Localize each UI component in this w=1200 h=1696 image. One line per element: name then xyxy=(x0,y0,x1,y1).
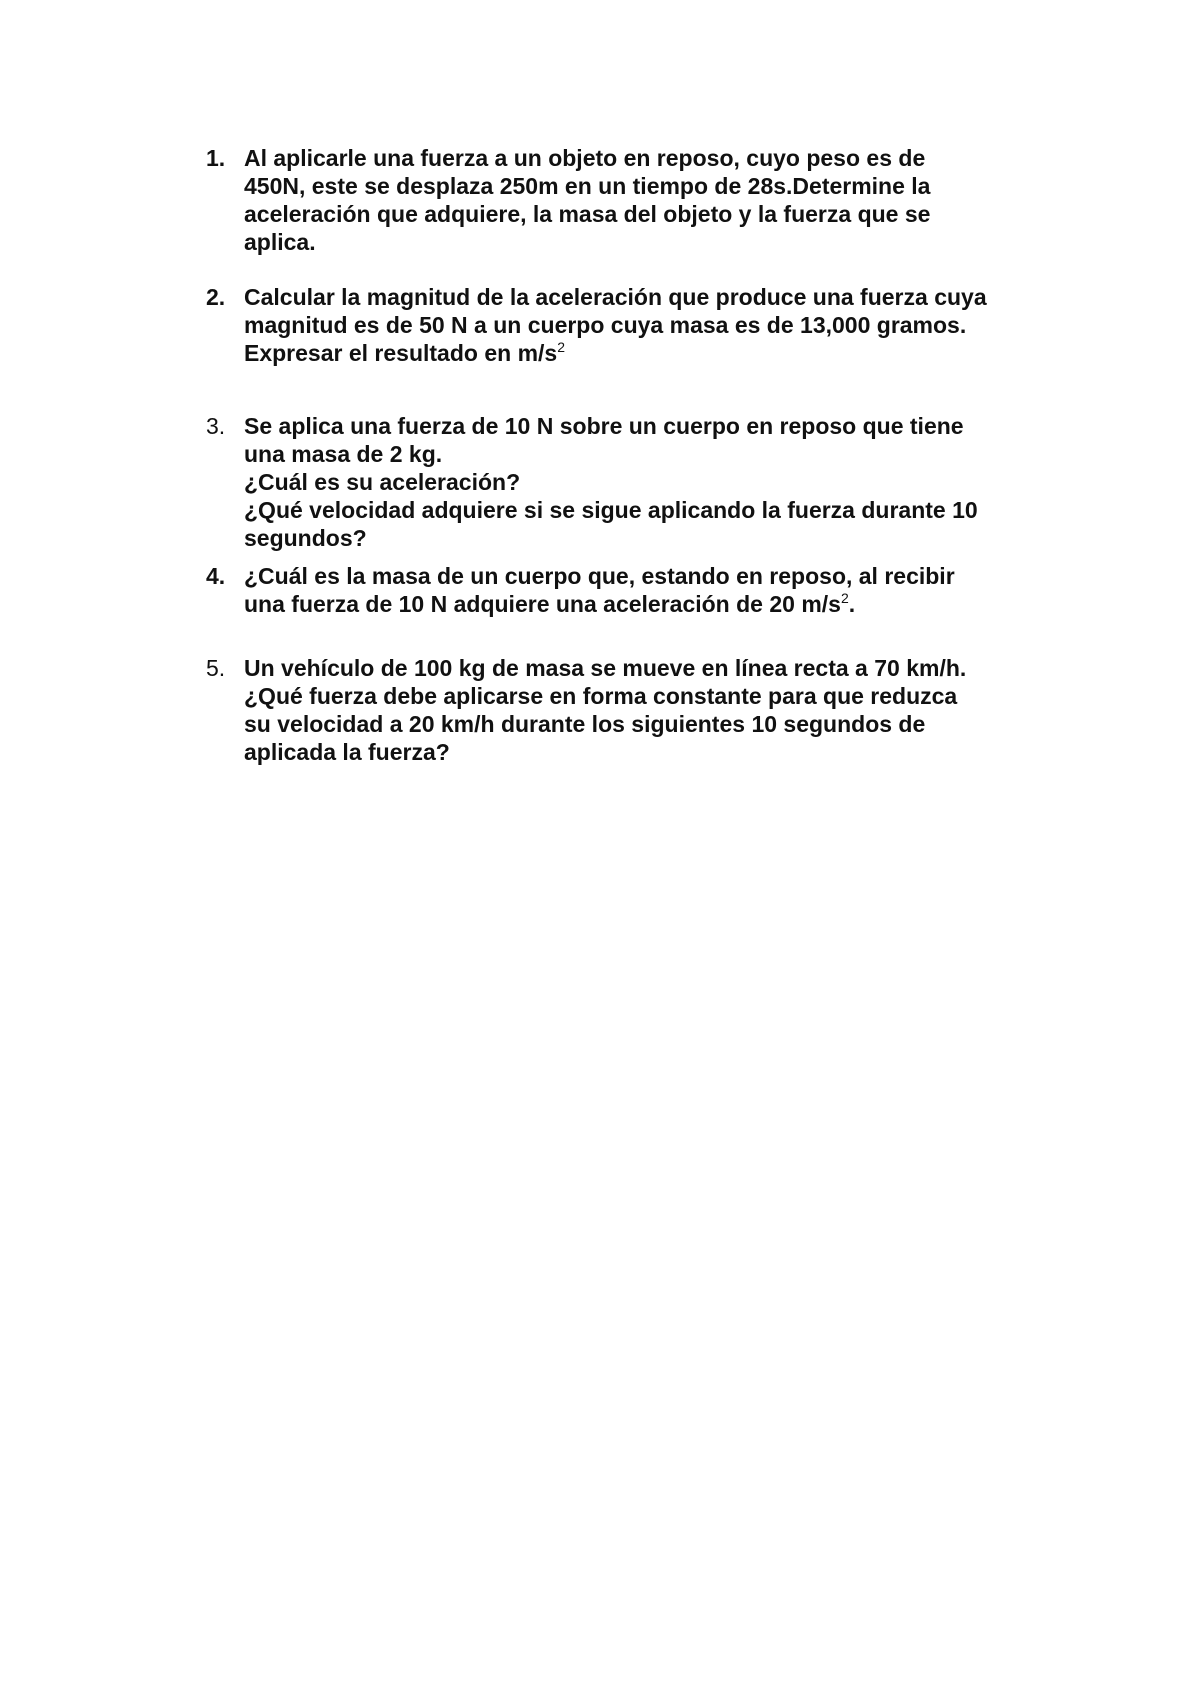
exponent: 2 xyxy=(840,590,849,606)
problem-1 xyxy=(206,144,1056,256)
problem-text xyxy=(244,412,1056,552)
problem-4 xyxy=(206,562,1056,618)
problem-number: 4. xyxy=(206,563,226,589)
problem-5 xyxy=(206,654,1056,766)
problem-line: aceleración que adquiere, la masa del objeto y la fuerza que se xyxy=(244,201,931,227)
problem-line: ¿Cuál es la masa de un cuerpo que, estando en reposo, al recibir xyxy=(244,563,955,589)
problem-line: una masa de 2 kg. xyxy=(244,441,443,467)
problem-line: ¿Cuál es su aceleración? xyxy=(244,469,521,495)
problem-number: 3. xyxy=(206,413,226,439)
problem-line: ¿Qué velocidad adquiere si se sigue aplicando la fuerza durante 10 xyxy=(244,497,978,523)
problem-line: magnitud es de 50 N a un cuerpo cuya masa es de 13,000 gramos. xyxy=(244,312,967,338)
problem-text xyxy=(244,144,1056,256)
problem-line: 450N, este se desplaza 250m en un tiempo de 28s.Determine la xyxy=(244,173,931,199)
problem-line: una fuerza de 10 N adquiere una aceleración de 20 m/s xyxy=(244,591,841,617)
problem-line: Un vehículo de 100 kg de masa se mueve en línea recta a 70 km/h. xyxy=(244,655,967,681)
exponent: 2 xyxy=(557,339,565,355)
problem-line: Expresar el resultado en m/s xyxy=(244,340,558,366)
sentence-end: . xyxy=(848,591,856,617)
problem-line: ¿Qué fuerza debe aplicarse en forma constante para que reduzca xyxy=(244,683,958,709)
problem-text xyxy=(244,654,1056,766)
problem-line: Se aplica una fuerza de 10 N sobre un cuerpo en reposo que tiene xyxy=(244,413,964,439)
problem-line: aplicada la fuerza? xyxy=(244,739,450,765)
problem-line-with-unit xyxy=(244,590,1056,618)
problem-text xyxy=(244,562,1056,618)
problem-line: Calcular la magnitud de la aceleración que produce una fuerza cuya xyxy=(244,284,987,310)
problem-number: 5. xyxy=(206,655,226,681)
problem-3 xyxy=(206,412,1056,552)
problem-line: segundos? xyxy=(244,525,367,551)
problem-line-with-unit xyxy=(244,339,1056,367)
problem-line: su velocidad a 20 km/h durante los siguientes 10 segundos de xyxy=(244,711,926,737)
problem-line: aplica. xyxy=(244,229,316,255)
problem-number: 2. xyxy=(206,284,226,310)
problem-text xyxy=(244,283,1056,367)
problem-line: Al aplicarle una fuerza a un objeto en reposo, cuyo peso es de xyxy=(244,145,926,171)
problem-2 xyxy=(206,283,1056,367)
problem-number: 1. xyxy=(206,145,226,171)
